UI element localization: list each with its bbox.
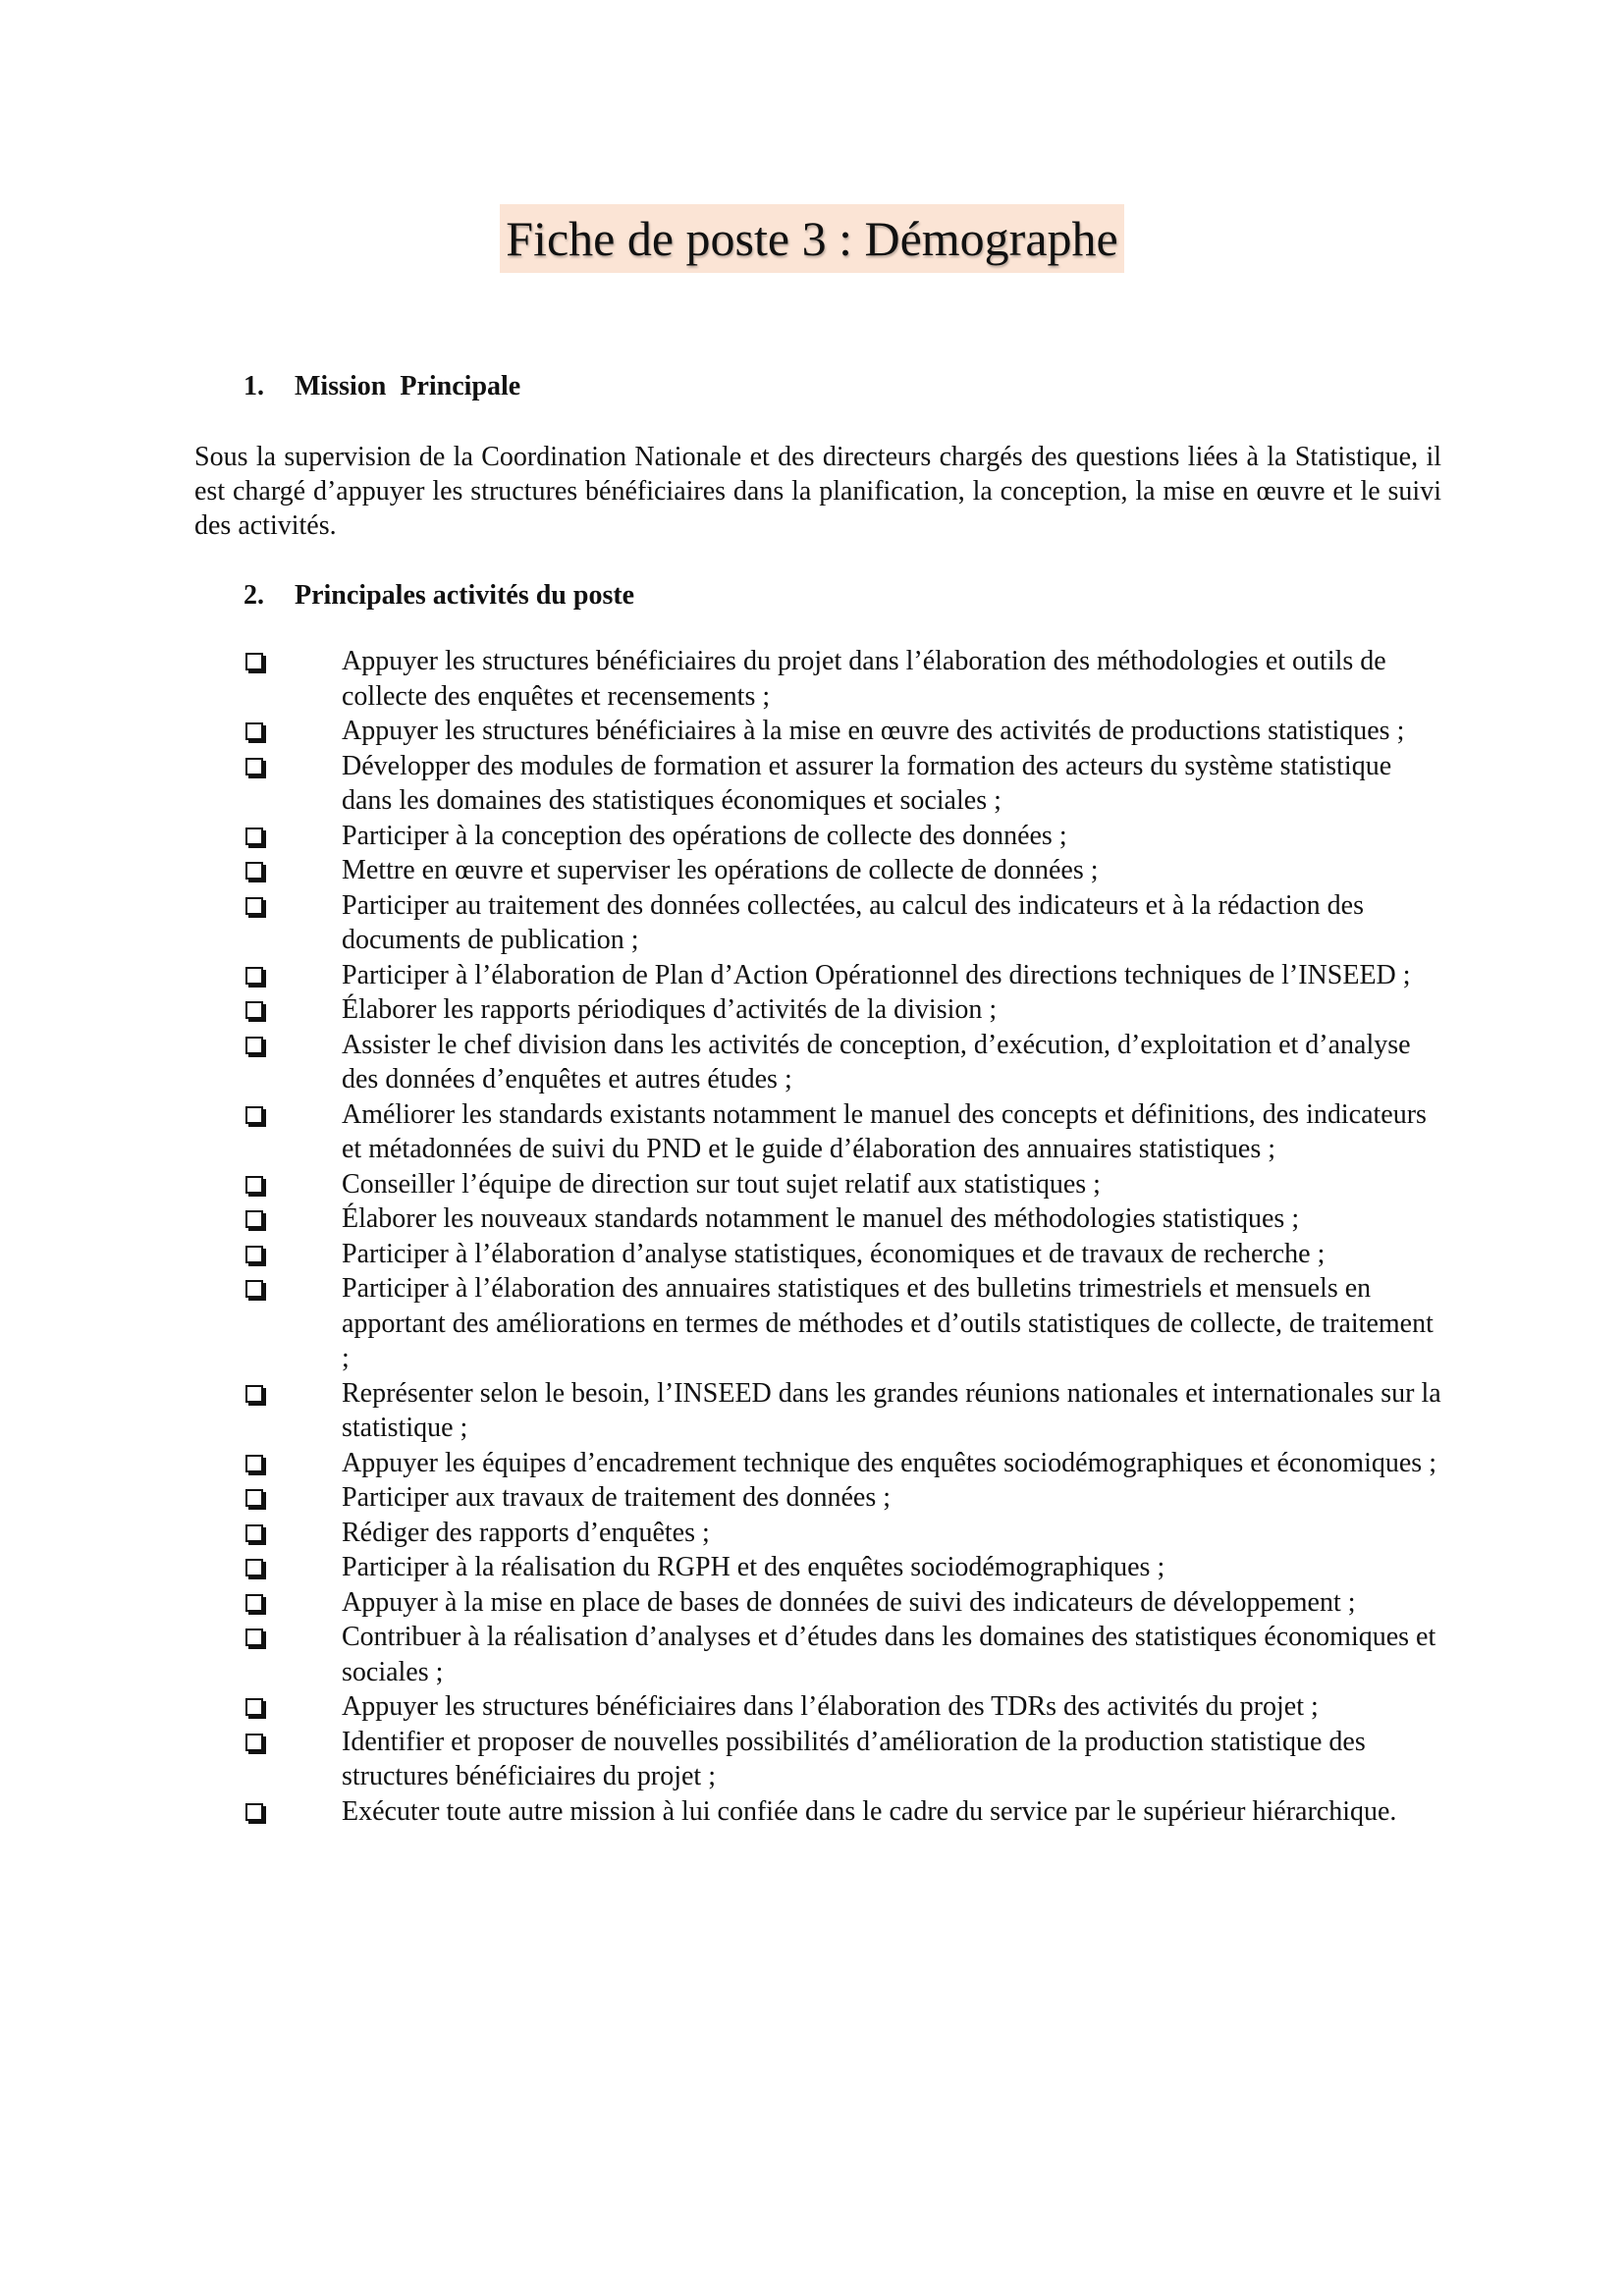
checkbox-icon (245, 1803, 263, 1821)
checkbox-icon (245, 1489, 263, 1507)
list-item (0, 1550, 1443, 1585)
page-title: Fiche de poste 3 : Démographe (500, 204, 1123, 273)
list-item (0, 1097, 1443, 1167)
list-item-text: Représenter selon le besoin, l’INSEED dans les grandes réunions nationales et internationales sur la statistique ; (342, 1377, 1441, 1443)
list-item-text: Contribuer à la réalisation d’analyses et d’études dans les domaines des statistiques économiques et sociales ; (342, 1622, 1436, 1687)
list-item (0, 1376, 1443, 1446)
checkbox-icon (245, 1176, 263, 1194)
list-item-text: Élaborer les rapports périodiques d’activités de la division ; (342, 994, 998, 1025)
checkbox-icon (245, 862, 263, 880)
checkbox-icon (245, 1280, 263, 1298)
list-item (0, 1237, 1443, 1272)
section-heading-activities (244, 578, 634, 614)
list-item-text: Participer à la réalisation du RGPH et des enquêtes sociodémographiques ; (342, 1552, 1165, 1582)
list-item (0, 1480, 1443, 1516)
checkbox-icon (245, 1734, 263, 1751)
list-item-text: Mettre en œuvre et superviser les opérations de collecte de données ; (342, 855, 1099, 885)
checkbox-icon (245, 828, 263, 845)
list-item (0, 749, 1443, 819)
list-item-text: Rédiger des rapports d’enquêtes ; (342, 1517, 710, 1548)
list-item-text: Appuyer les structures bénéficiaires du projet dans l’élaboration des méthodologies et outils de collecte des enquêtes et recensements ; (342, 646, 1386, 712)
checkbox-icon (245, 722, 263, 740)
list-item-text: Élaborer les nouveaux standards notamment le manuel des méthodologies statistiques ; (342, 1203, 1300, 1234)
checkbox-icon (245, 897, 263, 915)
section-heading-mission (244, 369, 520, 404)
checkbox-icon (245, 1001, 263, 1019)
list-item (0, 819, 1443, 854)
checkbox-icon (245, 1246, 263, 1263)
list-item-text: Assister le chef division dans les activités de conception, d’exécution, d’exploitation et d’analyse des données d’enquêtes et autres études ; (342, 1029, 1411, 1095)
list-item-text: Participer aux travaux de traitement des données ; (342, 1482, 892, 1513)
checkbox-icon (245, 1698, 263, 1716)
list-item (0, 1028, 1443, 1097)
checkbox-icon (245, 1594, 263, 1612)
checkbox-icon (245, 1210, 263, 1228)
activities-list (0, 644, 1624, 1829)
list-item-text: Participer à l’élaboration de Plan d’Action Opérationnel des directions techniques de l’INSEED ; (342, 959, 1411, 990)
list-item-text: Participer à la conception des opérations de collecte des données ; (342, 820, 1067, 851)
list-item (0, 1516, 1443, 1551)
checkbox-icon (245, 1385, 263, 1403)
list-item-text: Appuyer les structures bénéficiaires dans l’élaboration des TDRs des activités du projet ; (342, 1691, 1319, 1722)
list-item (0, 1585, 1443, 1621)
section-title: Mission Principale (295, 371, 521, 401)
list-item-text: Identifier et proposer de nouvelles possibilités d’amélioration de la production statistique des structures bénéficiaires du projet ; (342, 1726, 1366, 1791)
list-item (0, 714, 1443, 749)
list-item-text: Exécuter toute autre mission à lui confiée dans le cadre du service par le supérieur hiérarchique. (342, 1795, 1397, 1827)
list-item (0, 644, 1443, 714)
list-item-text: Appuyer les équipes d’encadrement technique des enquêtes sociodémographiques et économiques ; (342, 1447, 1436, 1478)
list-item-text: Développer des modules de formation et assurer la formation des acteurs du système statistique dans les domaines des statistiques économiques et sociales ; (342, 750, 1392, 816)
list-item (0, 992, 1443, 1028)
list-item (0, 1725, 1443, 1794)
list-item-text: Améliorer les standards existants notamment le manuel des concepts et définitions, des indicateurs et métadonnées de suivi du PND et le guide d’élaboration des annuaires statistiques ; (342, 1098, 1427, 1164)
section-title: Principales activités du poste (295, 580, 635, 611)
checkbox-icon (245, 758, 263, 775)
list-item (0, 1167, 1443, 1202)
checkbox-icon (245, 1037, 263, 1054)
list-item-text: Participer à l’élaboration d’analyse statistiques, économiques et de travaux de recherche ; (342, 1238, 1326, 1269)
list-item (0, 1271, 1443, 1376)
list-item (0, 958, 1443, 993)
list-item-text: Participer au traitement des données collectées, au calcul des indicateurs et à la rédaction des documents de publication ; (342, 889, 1364, 955)
section-number: 2. (244, 580, 264, 611)
checkbox-icon (245, 1559, 263, 1576)
checkbox-icon (245, 1455, 263, 1472)
list-item-text: Participer à l’élaboration des annuaires statistiques et des bulletins trimestriels et mensuels en apportant des améliorations en termes de méthodes et d’outils statistiques de collecte, de traitement ; (342, 1273, 1434, 1373)
list-item (0, 1446, 1443, 1481)
checkbox-icon (245, 1106, 263, 1124)
section-number: 1. (244, 371, 264, 401)
title-container (0, 204, 1624, 273)
list-item-text: Conseiller l’équipe de direction sur tout sujet relatif aux statistiques ; (342, 1168, 1101, 1200)
list-item-text: Appuyer à la mise en place de bases de données de suivi des indicateurs de développement ; (342, 1586, 1356, 1618)
checkbox-icon (245, 1524, 263, 1542)
checkbox-icon (245, 653, 263, 670)
list-item (0, 1620, 1443, 1689)
list-item (0, 1689, 1443, 1725)
checkbox-icon (245, 1629, 263, 1646)
checkbox-icon (245, 967, 263, 985)
list-item (0, 888, 1443, 958)
list-item (0, 853, 1443, 888)
list-item-text: Appuyer les structures bénéficiaires à la mise en œuvre des activités de productions statistiques ; (342, 716, 1405, 746)
list-item (0, 1794, 1443, 1830)
mission-paragraph: Sous la supervision de la Coordination Nationale et des directeurs chargés des questions liées à la Statistique, il est chargé d’appuyer les structures bénéficiaires dans la planification, la conception, la mise en œuvre et le suivi des activités. (194, 442, 1441, 541)
list-item (0, 1201, 1443, 1237)
